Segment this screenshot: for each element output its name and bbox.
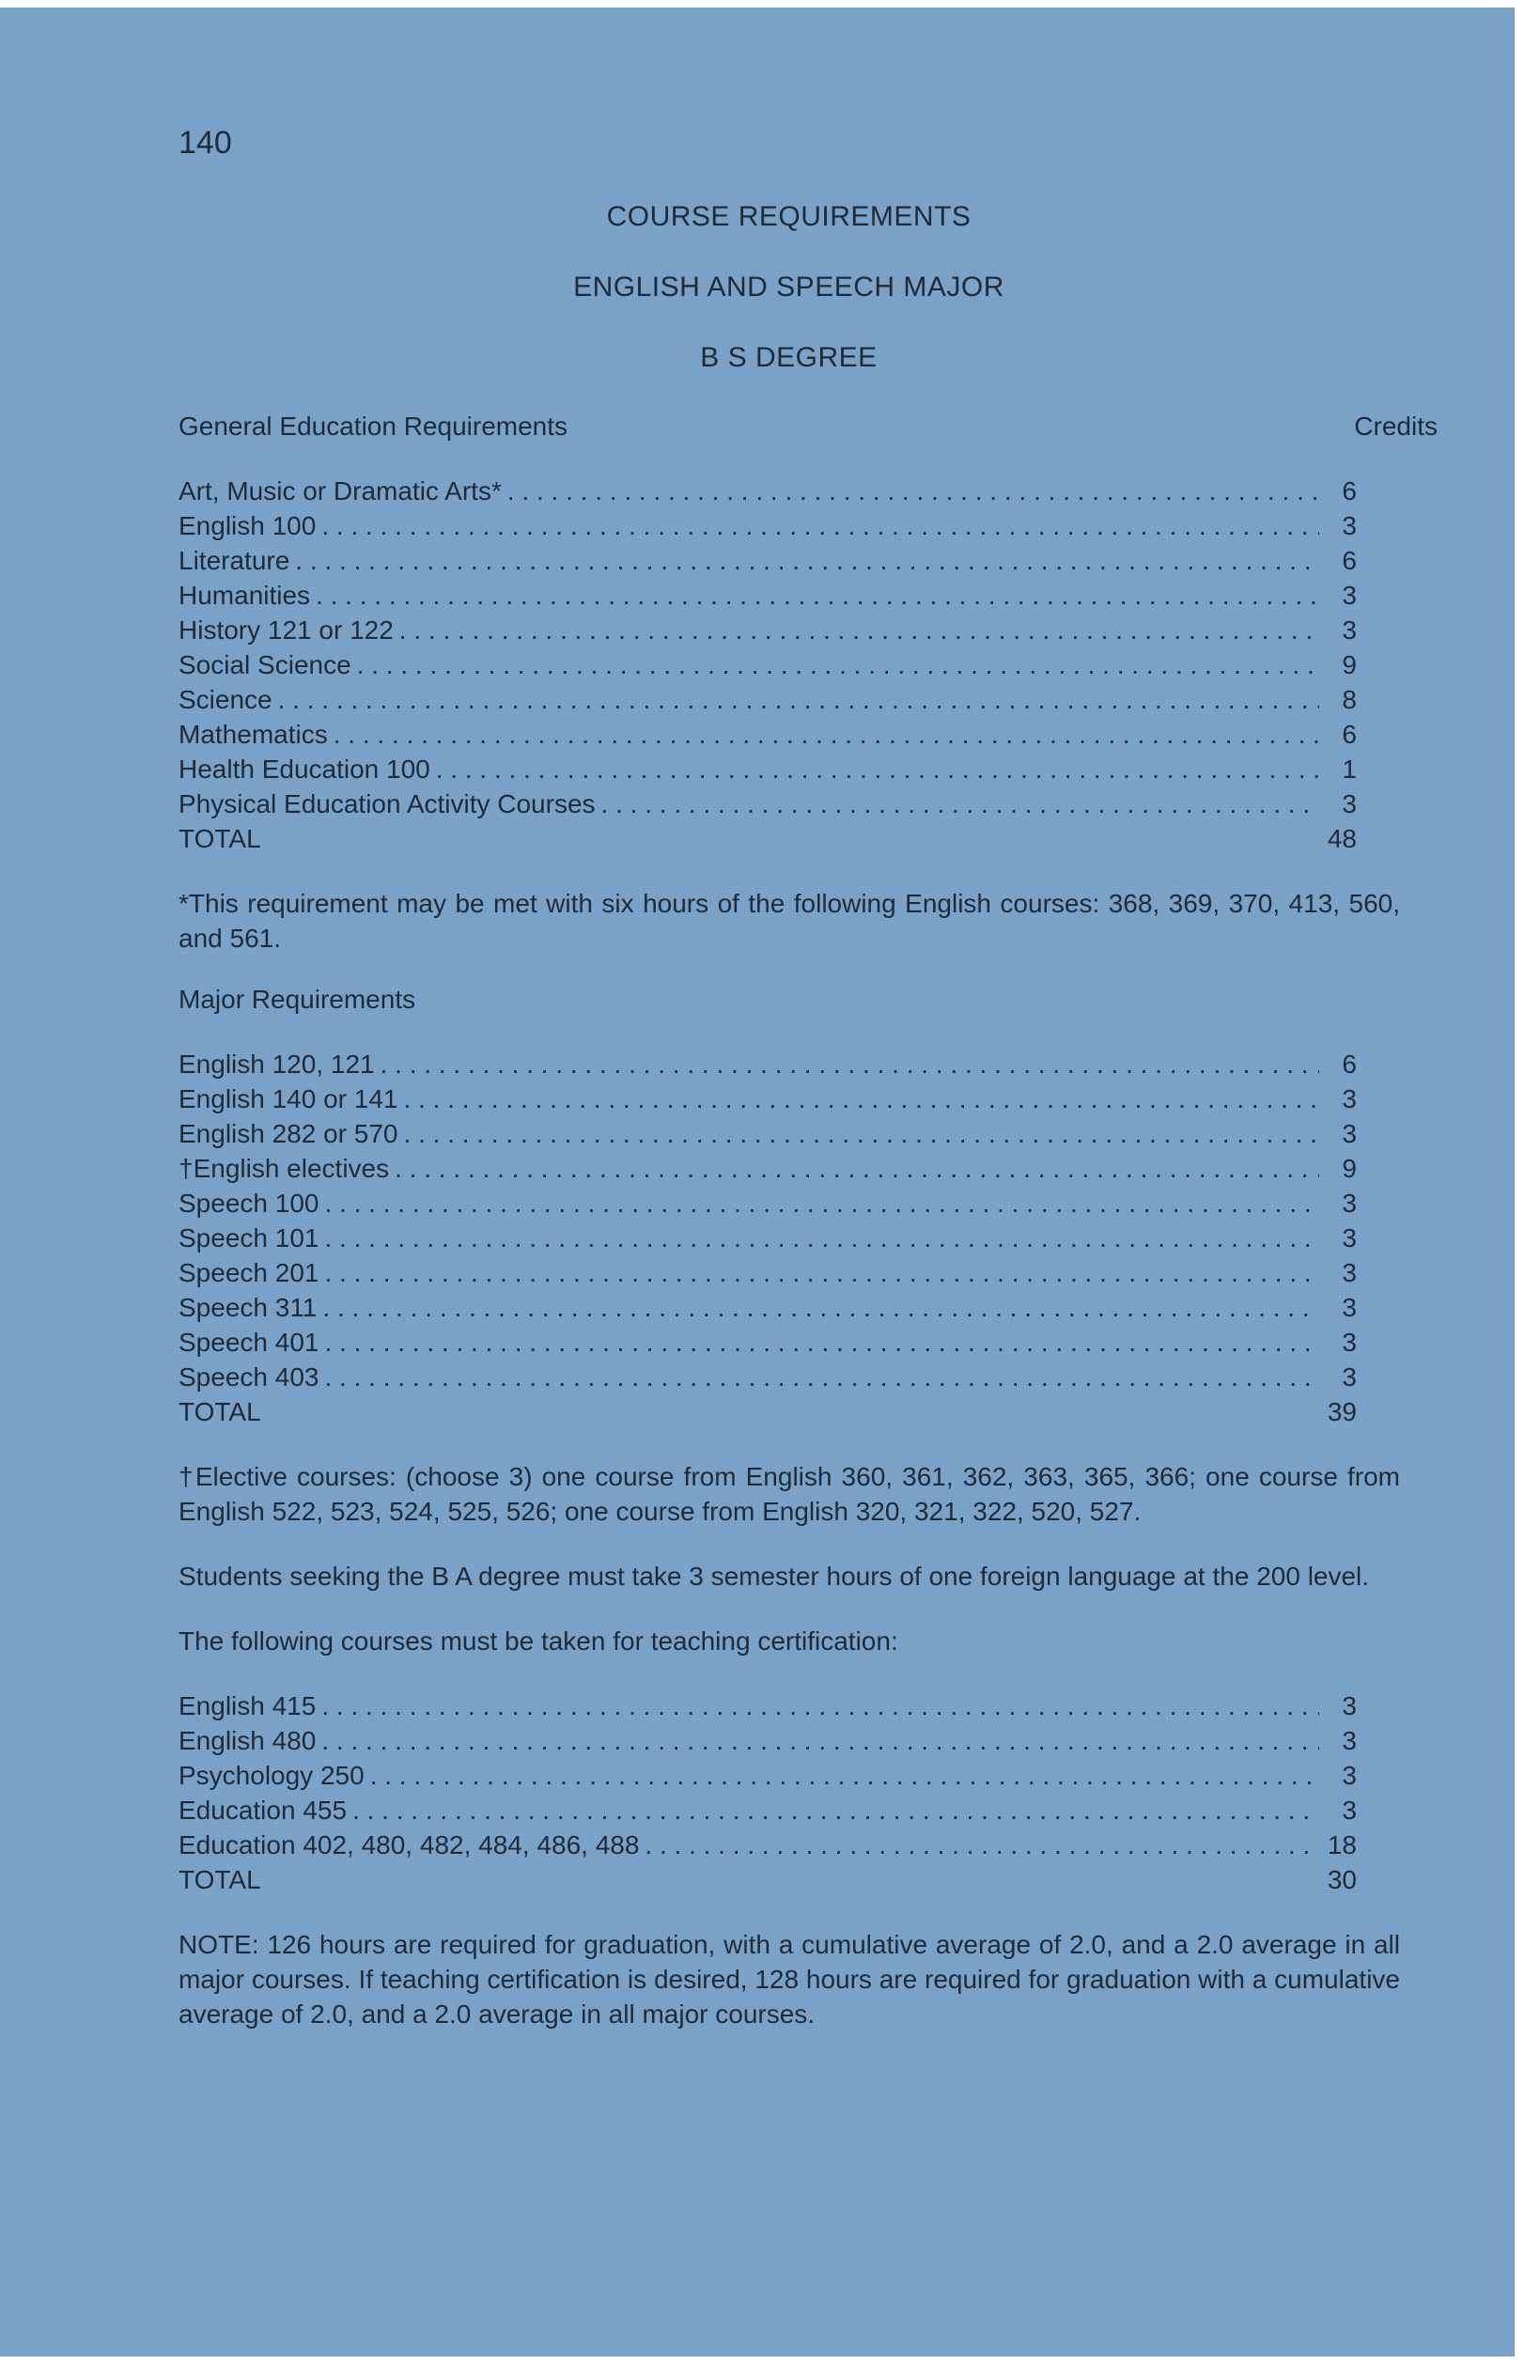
course-name: Health Education 100 [179,754,430,784]
course-row [179,1221,1357,1255]
major-heading: ENGLISH AND SPEECH MAJOR [573,272,1004,303]
course-name: Humanities [179,581,311,610]
certification-total-row [179,1862,1357,1897]
general-education-footnote: *This requirement may be met with six hours of the following English courses: 368, 369, 370, 413, 560, and 561. [179,889,1400,953]
dot-leader [324,1360,1319,1394]
dot-leader [324,1255,1319,1290]
dot-leader [381,1047,1319,1081]
dot-leader [645,1828,1319,1862]
course-row [179,1255,1357,1290]
course-row [179,1828,1357,1862]
course-row [179,1758,1357,1793]
dot-leader [352,1793,1319,1828]
course-name: Psychology 250 [179,1761,365,1790]
course-row [179,578,1357,613]
dot-leader [370,1758,1319,1793]
course-name: Speech 403 [179,1362,319,1392]
dot-leader [601,786,1319,821]
dot-leader [334,717,1319,752]
course-credits: 3 [1342,511,1357,540]
course-row [179,1360,1357,1394]
dot-leader [322,1290,1319,1325]
general-education-list [179,474,1357,821]
total-label: TOTAL [179,1865,261,1894]
course-name: Physical Education Activity Courses [179,789,596,818]
course-credits: 3 [1342,1726,1357,1755]
course-credits: 3 [1342,1761,1357,1790]
course-name: History 121 or 122 [179,615,394,645]
ba-degree-note: Students seeking the B A degree must take 3 semester hours of one foreign language at the 200 level. [179,1562,1370,1591]
course-row [179,647,1357,682]
course-credits: 6 [1342,476,1357,506]
total-label: TOTAL [179,824,261,853]
course-name: English 480 [179,1726,317,1755]
dot-leader [404,1081,1319,1116]
course-row [179,1290,1357,1325]
total-credits: 48 [1327,824,1357,853]
dot-leader [324,1186,1319,1221]
course-credits: 18 [1327,1830,1357,1859]
course-name: English 100 [179,511,317,540]
course-row [179,543,1357,578]
course-credits: 6 [1342,1050,1357,1079]
general-education-label: General Education Requirements [179,412,568,441]
degree-heading: B S DEGREE [700,342,878,373]
course-name: Speech 101 [179,1223,319,1252]
dot-leader [507,474,1319,508]
dot-leader [436,752,1319,786]
course-credits: 3 [1342,615,1357,645]
dot-leader [321,1723,1319,1758]
major-requirements-section [179,982,1400,2031]
general-education-section [179,409,1438,956]
course-row [179,508,1357,543]
total-credits: 30 [1327,1865,1357,1894]
course-credits: 6 [1342,720,1357,749]
dot-leader [316,578,1319,613]
graduation-note: NOTE: 126 hours are required for graduation, with a cumulative average of 2.0, and a 2.0 average in all major courses. If teaching certification is desired, 128 hours are required for graduation with a cumulative average of 2.0, and a 2.0 average in all major courses. [179,1930,1400,2029]
course-name: Education 402, 480, 482, 484, 486, 488 [179,1830,640,1859]
major-total-row [179,1394,1357,1429]
course-credits: 9 [1342,650,1357,679]
course-credits: 3 [1342,1362,1357,1392]
general-education-total-row [179,821,1357,856]
dot-leader [321,508,1319,543]
dot-leader [404,1116,1319,1151]
course-row [179,1688,1357,1723]
course-name: †English electives [179,1154,390,1183]
course-credits: 3 [1342,1084,1357,1113]
course-row [179,1186,1357,1221]
teaching-certification-label: The following courses must be taken for teaching certification: [179,1626,898,1656]
course-credits: 1 [1342,754,1357,784]
major-requirements-label: Major Requirements [179,985,416,1014]
course-row [179,682,1357,717]
course-credits: 3 [1342,1796,1357,1825]
course-row [179,613,1357,647]
course-credits: 3 [1342,581,1357,610]
course-credits: 6 [1342,546,1357,575]
dot-leader [357,647,1319,682]
course-name: Literature [179,546,290,575]
course-credits: 3 [1342,789,1357,818]
course-name: Speech 311 [179,1293,318,1322]
course-credits: 3 [1342,1119,1357,1148]
course-name: English 282 or 570 [179,1119,398,1148]
course-credits: 3 [1342,1691,1357,1720]
catalog-page [0,8,1515,2357]
teaching-certification-list [179,1688,1357,1862]
course-credits: 9 [1342,1154,1357,1183]
course-row [179,1116,1357,1151]
course-name: Mathematics [179,720,328,749]
dot-leader [324,1325,1319,1360]
course-row [179,717,1357,752]
course-name: Education 455 [179,1796,348,1825]
course-row [179,474,1357,508]
total-label: TOTAL [179,1397,261,1426]
total-credits: 39 [1327,1397,1357,1426]
course-name: Social Science [179,650,351,679]
dot-leader [395,1151,1319,1186]
dot-leader [278,682,1319,717]
course-credits: 3 [1342,1293,1357,1322]
dot-leader [399,613,1319,647]
course-credits: 3 [1342,1258,1357,1287]
course-credits: 3 [1342,1223,1357,1252]
elective-footnote: †Elective courses: (choose 3) one course from English 360, 361, 362, 363, 365, 366; one course from English 522, 523, 524, 525, 526; one course from English 320, 321, 322, 520, 527. [179,1462,1400,1526]
course-name: English 120, 121 [179,1050,375,1079]
course-credits: 3 [1342,1328,1357,1357]
course-row [179,1151,1357,1186]
course-row [179,786,1357,821]
course-name: English 140 or 141 [179,1084,398,1113]
course-name: English 415 [179,1691,317,1720]
general-education-header [179,409,1438,443]
major-requirements-list [179,1047,1357,1394]
course-name: Speech 401 [179,1328,319,1357]
course-row [179,1793,1357,1828]
dot-leader [321,1688,1319,1723]
course-row [179,1325,1357,1360]
dot-leader [324,1221,1319,1255]
course-row [179,1081,1357,1116]
course-row [179,752,1357,786]
dot-leader [295,543,1319,578]
credits-column-label: Credits [1354,412,1438,441]
course-row [179,1723,1357,1758]
course-name: Science [179,685,272,714]
course-credits: 3 [1342,1189,1357,1218]
course-name: Art, Music or Dramatic Arts* [179,476,502,506]
course-name: Speech 100 [179,1189,319,1218]
page-number: 140 [179,125,232,161]
course-credits: 8 [1342,685,1357,714]
course-name: Speech 201 [179,1258,319,1287]
page-title: COURSE REQUIREMENTS [606,201,972,232]
course-row [179,1047,1357,1081]
